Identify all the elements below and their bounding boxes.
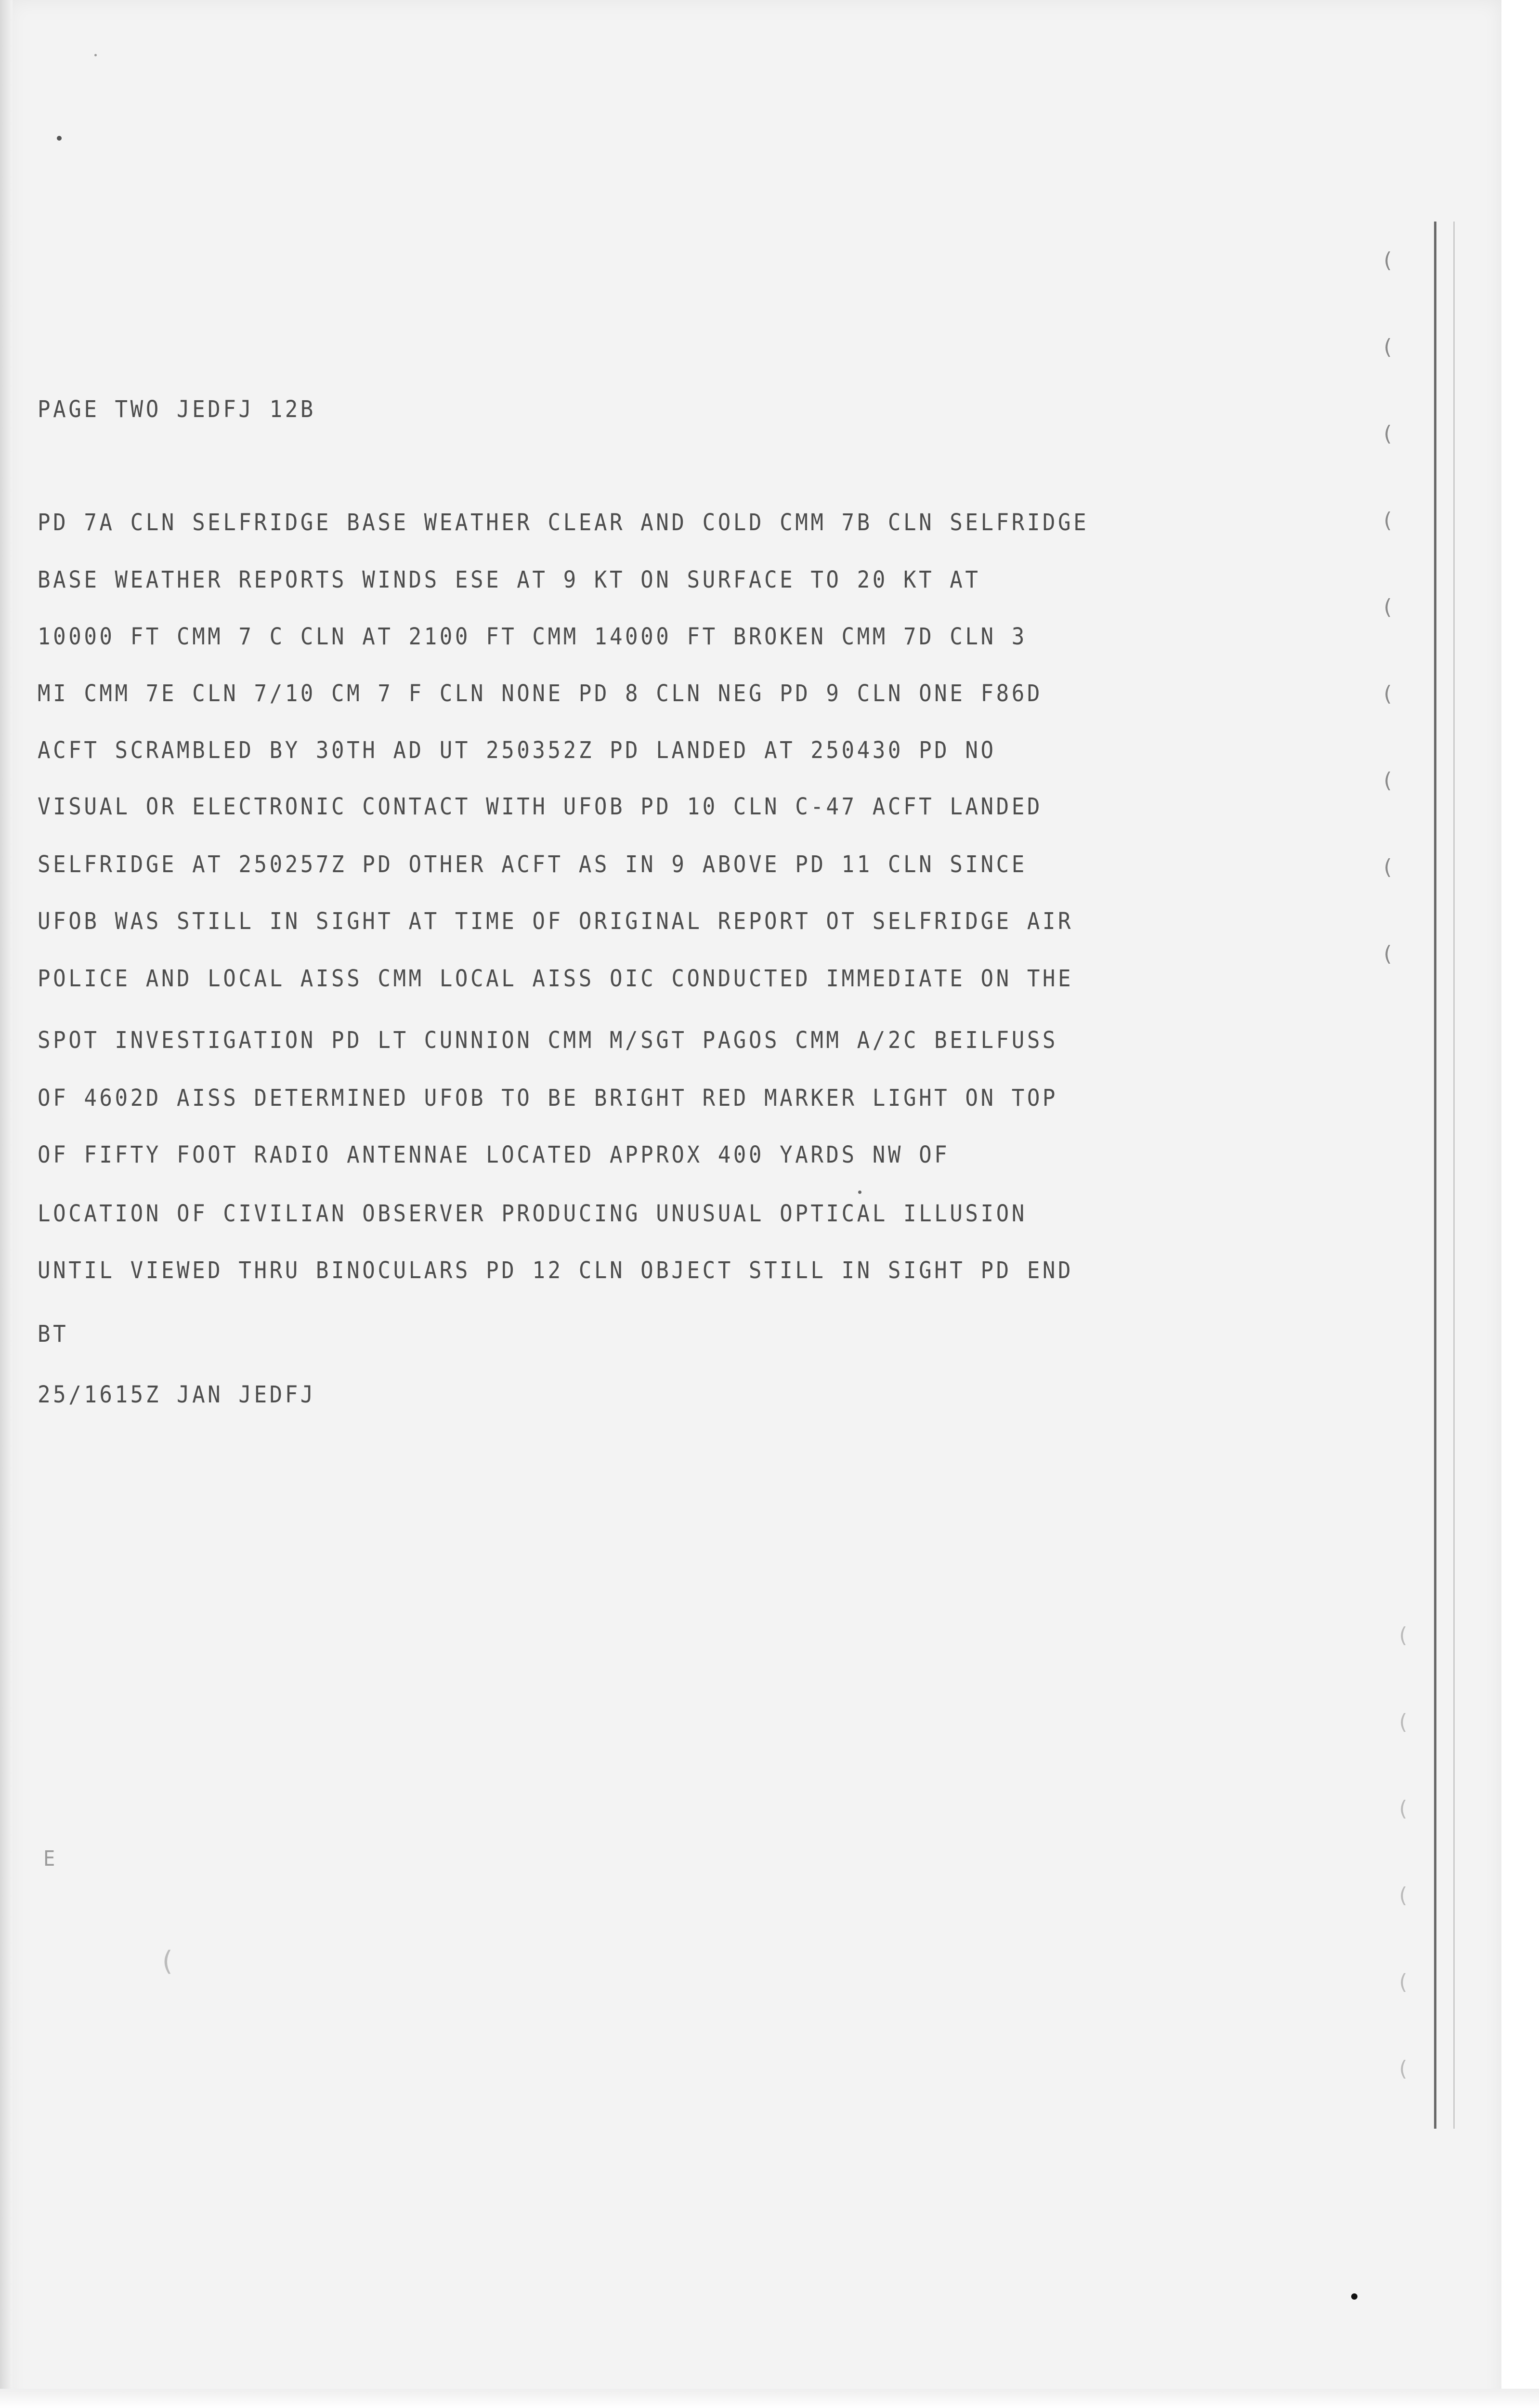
margin-punch-mark: ( [1396,1970,1409,1994]
speck [858,1191,861,1194]
page-header: PAGE TWO JEDFJ 12B [38,396,316,423]
text-line-1: PD 7A CLN SELFRIDGE BASE WEATHER CLEAR AND COLD CMM 7B CLN SELFRIDGE [38,509,1089,536]
margin-punch-mark: ( [1381,248,1394,273]
text-line-bt: BT [38,1321,69,1348]
margin-punch-mark: ( [1396,2056,1409,2081]
text-line-3: 10000 FT CMM 7 C CLN AT 2100 FT CMM 14000 FT BROKEN CMM 7D CLN 3 [38,623,1027,650]
text-line-14: UNTIL VIEWED THRU BINOCULARS PD 12 CLN OBJECT STILL IN SIGHT PD END [38,1257,1074,1284]
text-line-11: OF 4602D AISS DETERMINED UFOB TO BE BRIGHT RED MARKER LIGHT ON TOP [38,1085,1058,1112]
text-line-4: MI CMM 7E CLN 7/10 CM 7 F CLN NONE PD 8 CLN NEG PD 9 CLN ONE F86D [38,680,1043,707]
text-line-7: SELFRIDGE AT 250257Z PD OTHER ACFT AS IN 9 ABOVE PD 11 CLN SINCE [38,851,1027,878]
text-line-dtg: 25/1615Z JAN JEDFJ [38,1381,316,1408]
margin-punch-mark: ( [1381,421,1394,446]
margin-punch-mark: ( [1396,1796,1409,1821]
speck [94,54,97,56]
speck [57,136,62,141]
margin-punch-mark: ( [1381,508,1394,533]
page-bottom-edge [0,2389,1539,2408]
right-margin-rule-faint [1453,222,1455,2129]
right-margin-rule [1434,222,1436,2129]
text-line-6: VISUAL OR ELECTRONIC CONTACT WITH UFOB PD 10 CLN C-47 ACFT LANDED [38,793,1043,820]
text-line-9: POLICE AND LOCAL AISS CMM LOCAL AISS OIC CONDUCTED IMMEDIATE ON THE [38,965,1074,992]
margin-mark: E [43,1846,58,1871]
text-line-8: UFOB WAS STILL IN SIGHT AT TIME OF ORIGINAL REPORT OT SELFRIDGE AIR [38,908,1074,935]
margin-punch-mark: ( [1381,595,1394,619]
margin-punch-mark: ( [1381,681,1394,706]
text-line-2: BASE WEATHER REPORTS WINDS ESE AT 9 KT ON SURFACE TO 20 KT AT [38,566,981,593]
text-line-10: SPOT INVESTIGATION PD LT CUNNION CMM M/SGT PAGOS CMM A/2C BEILFUSS [38,1027,1058,1054]
margin-punch-mark: ( [1381,335,1394,359]
text-line-5: ACFT SCRAMBLED BY 30TH AD UT 250352Z PD LANDED AT 250430 PD NO [38,737,996,764]
margin-punch-mark: ( [1381,942,1394,966]
margin-punch-mark: ( [1381,855,1394,879]
text-line-12: OF FIFTY FOOT RADIO ANTENNAE LOCATED APPROX 400 YARDS NW OF [38,1141,950,1168]
text-line-13: LOCATION OF CIVILIAN OBSERVER PRODUCING UNUSUAL OPTICAL ILLUSION [38,1200,1027,1227]
margin-punch-mark: ( [1396,1710,1409,1734]
margin-punch-mark: ( [1396,1623,1409,1648]
margin-punch-mark: ( [159,1946,175,1977]
page-left-edge [0,0,13,2408]
margin-punch-mark: ( [1396,1883,1409,1908]
speck [1351,2293,1357,2300]
margin-punch-mark: ( [1381,768,1394,793]
